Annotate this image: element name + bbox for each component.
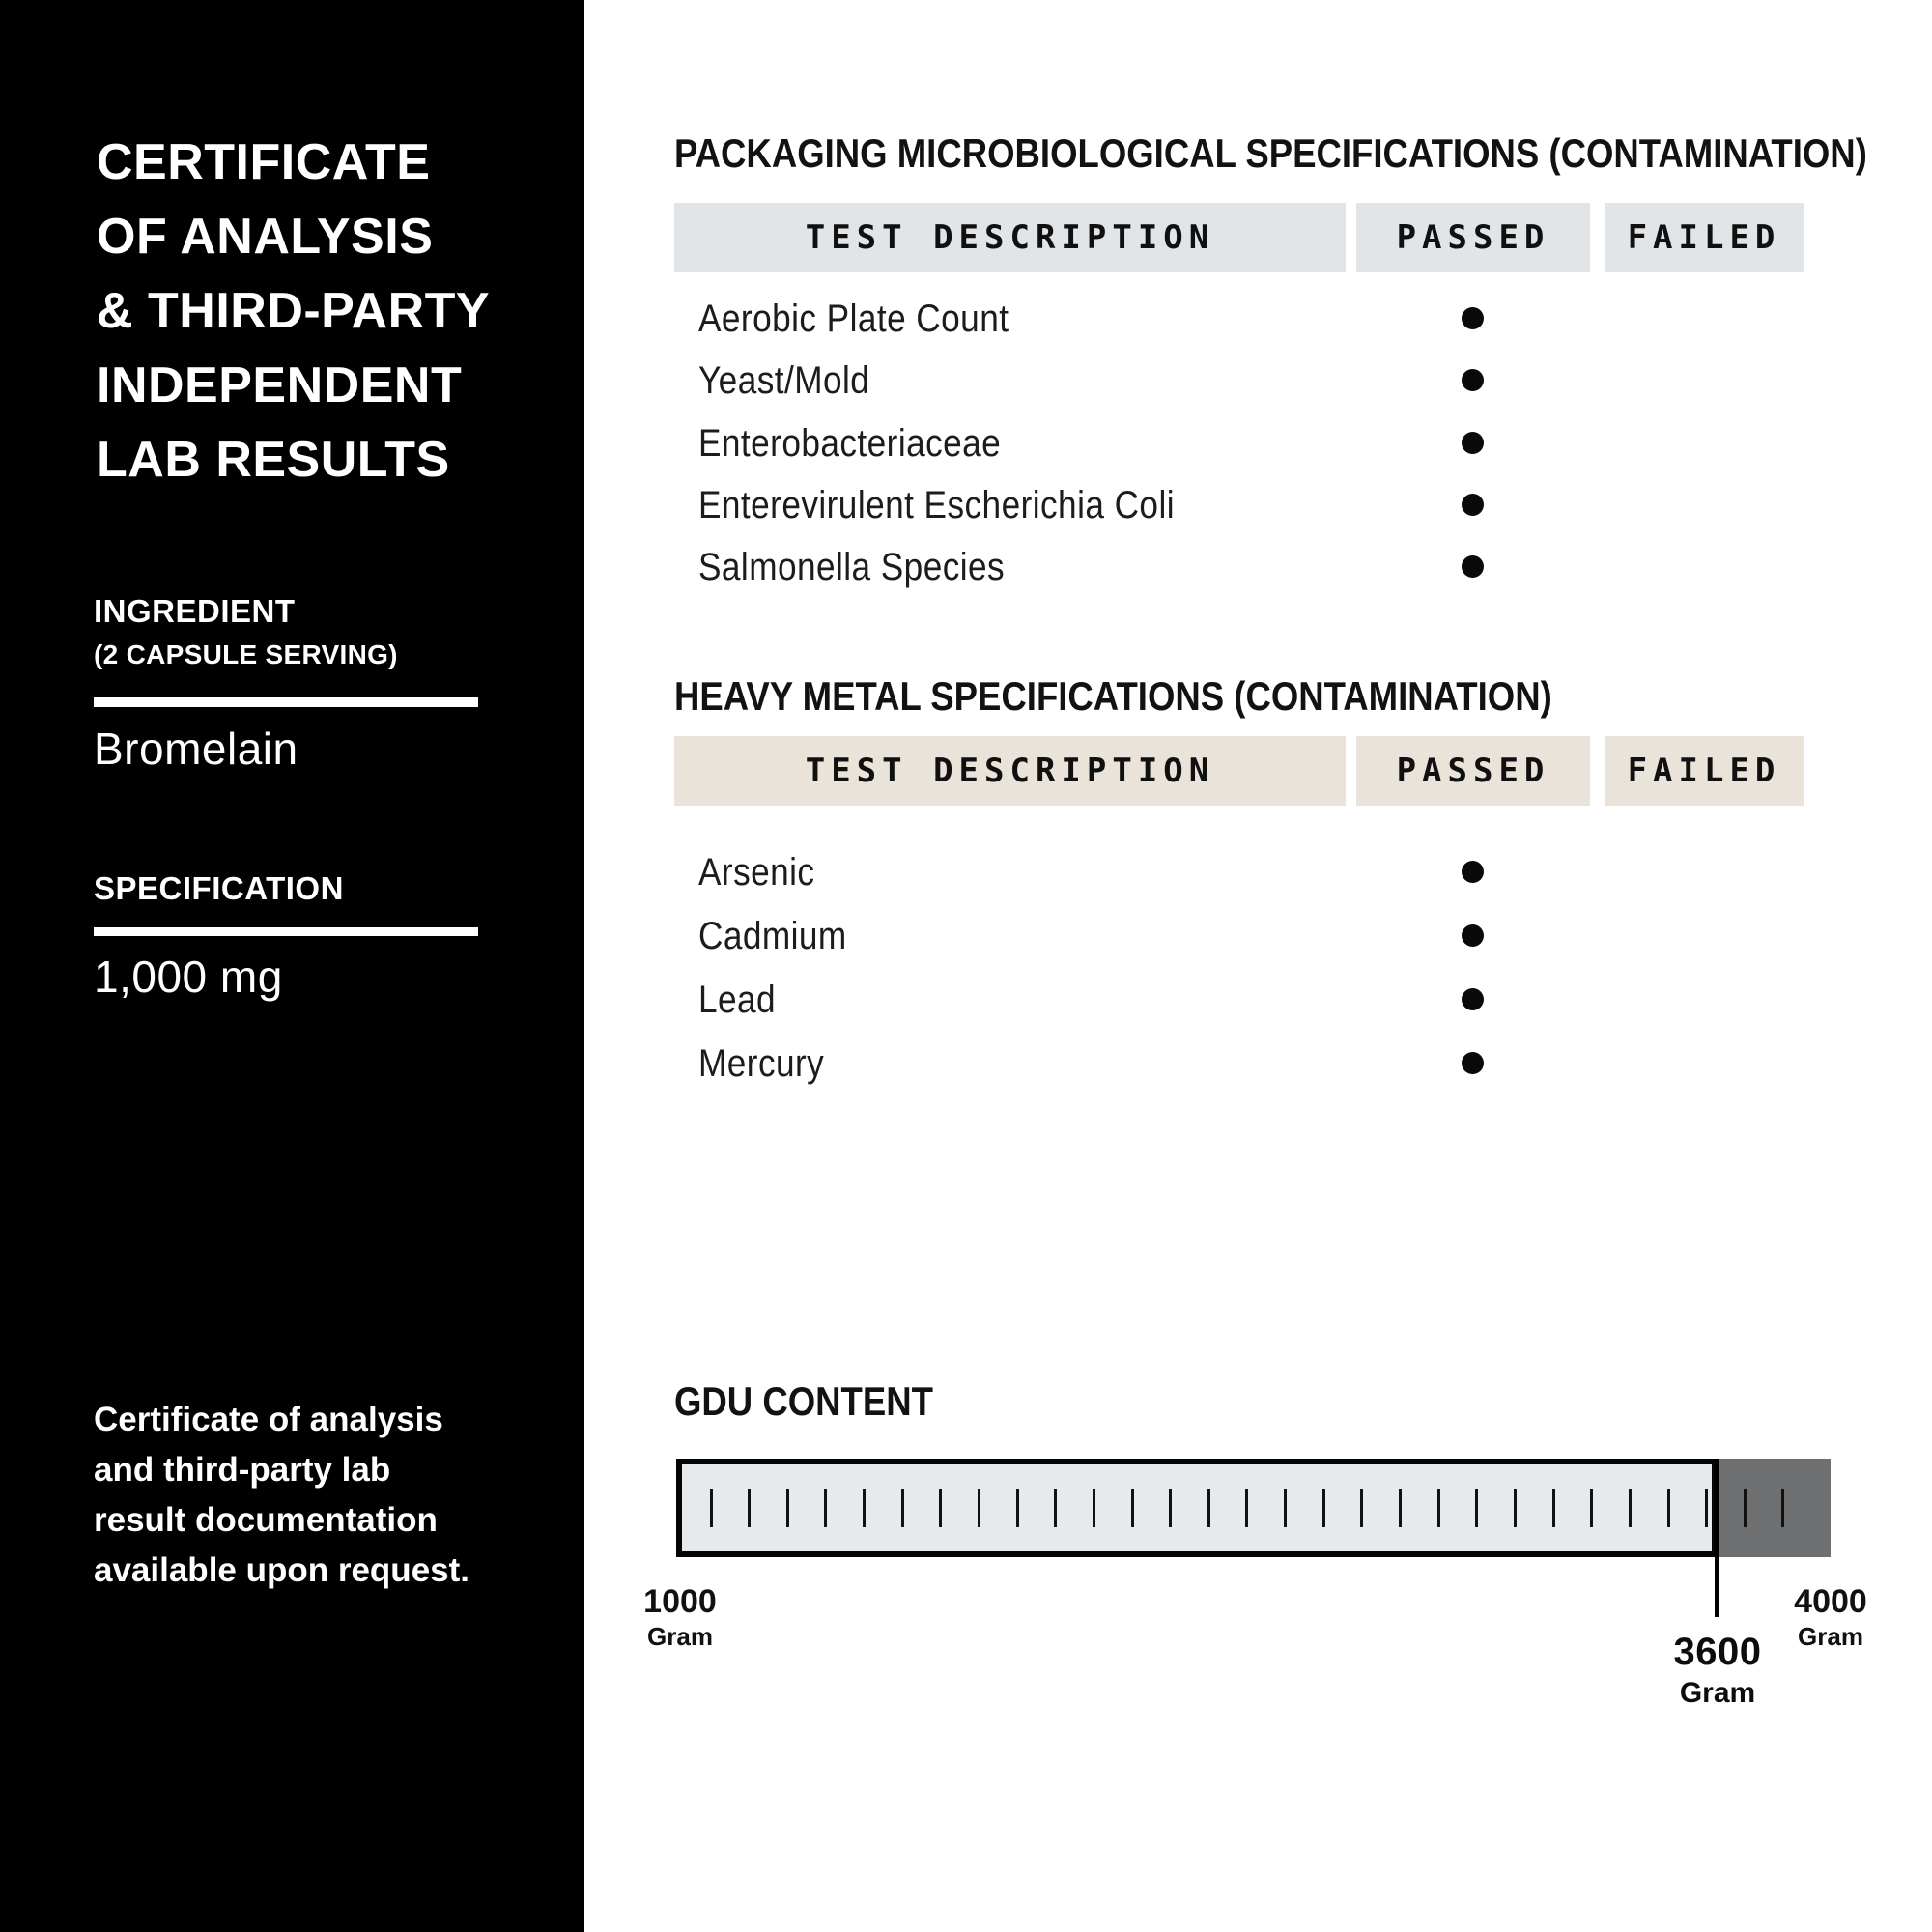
test-description: Yeast/Mold bbox=[698, 359, 870, 403]
passed-dot bbox=[1462, 369, 1484, 391]
table-row bbox=[674, 538, 1824, 596]
ruler-tick bbox=[1590, 1489, 1593, 1527]
divider-bar bbox=[94, 927, 478, 936]
gdu-value-number: 3600 bbox=[1673, 1631, 1762, 1673]
passed-dot bbox=[1462, 307, 1484, 329]
passed-dot bbox=[1462, 924, 1484, 947]
passed-dot bbox=[1462, 1052, 1484, 1074]
title-line: INDEPENDENT bbox=[97, 357, 463, 413]
ruler-tick bbox=[1514, 1489, 1517, 1527]
gdu-ruler bbox=[676, 1459, 1718, 1557]
micro-section-heading bbox=[674, 130, 1932, 175]
ruler-tick bbox=[1360, 1489, 1363, 1527]
ruler-tick bbox=[1705, 1489, 1708, 1527]
title-line: LAB RESULTS bbox=[97, 432, 450, 488]
ruler-tick bbox=[1016, 1489, 1019, 1527]
ruler-tick bbox=[748, 1489, 751, 1527]
specification-value: 1,000 mg bbox=[94, 952, 283, 1002]
test-description: Aerobic Plate Count bbox=[698, 298, 1009, 340]
heavy-section-heading bbox=[674, 673, 1684, 718]
gdu-value-label bbox=[1631, 1629, 1804, 1712]
test-description: Mercury bbox=[698, 1042, 825, 1085]
micro-column-test-description: TEST DESCRIPTION bbox=[674, 203, 1346, 272]
test-description: Enterevirulent Escherichia Coli bbox=[698, 483, 1175, 526]
test-description: Salmonella Species bbox=[698, 546, 1006, 588]
table-row bbox=[674, 352, 1824, 410]
footer-note-line: available upon request. bbox=[94, 1551, 469, 1589]
ruler-tick bbox=[824, 1489, 827, 1527]
ingredient-value: Bromelain bbox=[94, 724, 298, 774]
micro-column-passed: PASSED bbox=[1356, 203, 1590, 272]
gdu-value-marker-line bbox=[1715, 1459, 1719, 1617]
ruler-tick bbox=[901, 1489, 904, 1527]
gdu-min-number: 1000 bbox=[643, 1583, 717, 1620]
table-row bbox=[674, 476, 1824, 534]
divider-bar bbox=[94, 697, 478, 707]
ingredient-serving-note: (2 CAPSULE SERVING) bbox=[94, 639, 398, 669]
ruler-tick bbox=[1475, 1489, 1478, 1527]
ruler-tick bbox=[978, 1489, 980, 1527]
micro-column-failed: FAILED bbox=[1605, 203, 1804, 272]
ingredient-label: INGREDIENT bbox=[94, 593, 296, 629]
sidebar bbox=[0, 0, 584, 1932]
ruler-tick bbox=[1552, 1489, 1555, 1527]
passed-dot bbox=[1462, 494, 1484, 516]
ruler-tick bbox=[1667, 1489, 1670, 1527]
gdu-max-unit: Gram bbox=[1798, 1622, 1863, 1651]
ruler-tick bbox=[1437, 1489, 1440, 1527]
test-description: Cadmium bbox=[698, 915, 847, 957]
heavy-column-test-description: TEST DESCRIPTION bbox=[674, 736, 1346, 806]
passed-dot bbox=[1462, 555, 1484, 578]
ruler-tick bbox=[1629, 1489, 1632, 1527]
ruler-tick bbox=[1208, 1489, 1210, 1527]
ruler-tick bbox=[1245, 1489, 1248, 1527]
table-row bbox=[674, 907, 1824, 965]
table-row bbox=[674, 971, 1824, 1029]
ruler-tick bbox=[1093, 1489, 1095, 1527]
heavy-section-heading-text: HEAVY METAL SPECIFICATIONS (CONTAMINATION) bbox=[674, 673, 1552, 719]
passed-dot bbox=[1462, 988, 1484, 1010]
ruler-tick bbox=[1131, 1489, 1134, 1527]
ruler-tick bbox=[1054, 1489, 1057, 1527]
gdu-section-heading-text: GDU CONTENT bbox=[674, 1378, 933, 1424]
title-line: OF ANALYSIS bbox=[97, 209, 434, 265]
test-description: Enterobacteriaceae bbox=[698, 421, 1002, 465]
table-row bbox=[674, 290, 1824, 348]
ruler-tick bbox=[786, 1489, 789, 1527]
ruler-tick bbox=[863, 1489, 866, 1527]
footer-note-line: result documentation bbox=[94, 1501, 438, 1539]
gdu-ruler-overflow-segment bbox=[1718, 1459, 1831, 1557]
ruler-tick bbox=[1169, 1489, 1172, 1527]
title-line: & THIRD-PARTY bbox=[97, 283, 491, 339]
page-title bbox=[97, 126, 490, 497]
gdu-scale-min-label bbox=[622, 1582, 738, 1652]
table-row bbox=[674, 1035, 1824, 1093]
ruler-tick bbox=[1284, 1489, 1287, 1527]
ruler-tick bbox=[939, 1489, 942, 1527]
footer-note-line: Certificate of analysis bbox=[94, 1401, 443, 1438]
footer-note-line: and third-party lab bbox=[94, 1451, 391, 1489]
ruler-tick bbox=[710, 1489, 713, 1527]
ruler-tick bbox=[1399, 1489, 1402, 1527]
title-line: CERTIFICATE bbox=[97, 134, 431, 190]
passed-dot bbox=[1462, 432, 1484, 454]
ruler-tick bbox=[1744, 1489, 1747, 1527]
table-row bbox=[674, 843, 1824, 901]
table-row bbox=[674, 414, 1824, 472]
micro-section-heading-text: PACKAGING MICROBIOLOGICAL SPECIFICATIONS (CONTAMINATION) bbox=[674, 130, 1867, 176]
gdu-value-unit: Gram bbox=[1679, 1677, 1756, 1709]
passed-dot bbox=[1462, 861, 1484, 883]
heavy-column-passed: PASSED bbox=[1356, 736, 1590, 806]
test-description: Arsenic bbox=[698, 851, 815, 894]
specification-label: SPECIFICATION bbox=[94, 870, 344, 906]
test-description: Lead bbox=[698, 979, 777, 1021]
ruler-tick bbox=[1781, 1489, 1784, 1527]
gdu-section-heading bbox=[674, 1378, 972, 1423]
gdu-max-number: 4000 bbox=[1794, 1583, 1867, 1620]
ruler-tick bbox=[1322, 1489, 1325, 1527]
heavy-column-failed: FAILED bbox=[1605, 736, 1804, 806]
footer-note bbox=[94, 1395, 469, 1596]
gdu-min-unit: Gram bbox=[647, 1622, 713, 1651]
